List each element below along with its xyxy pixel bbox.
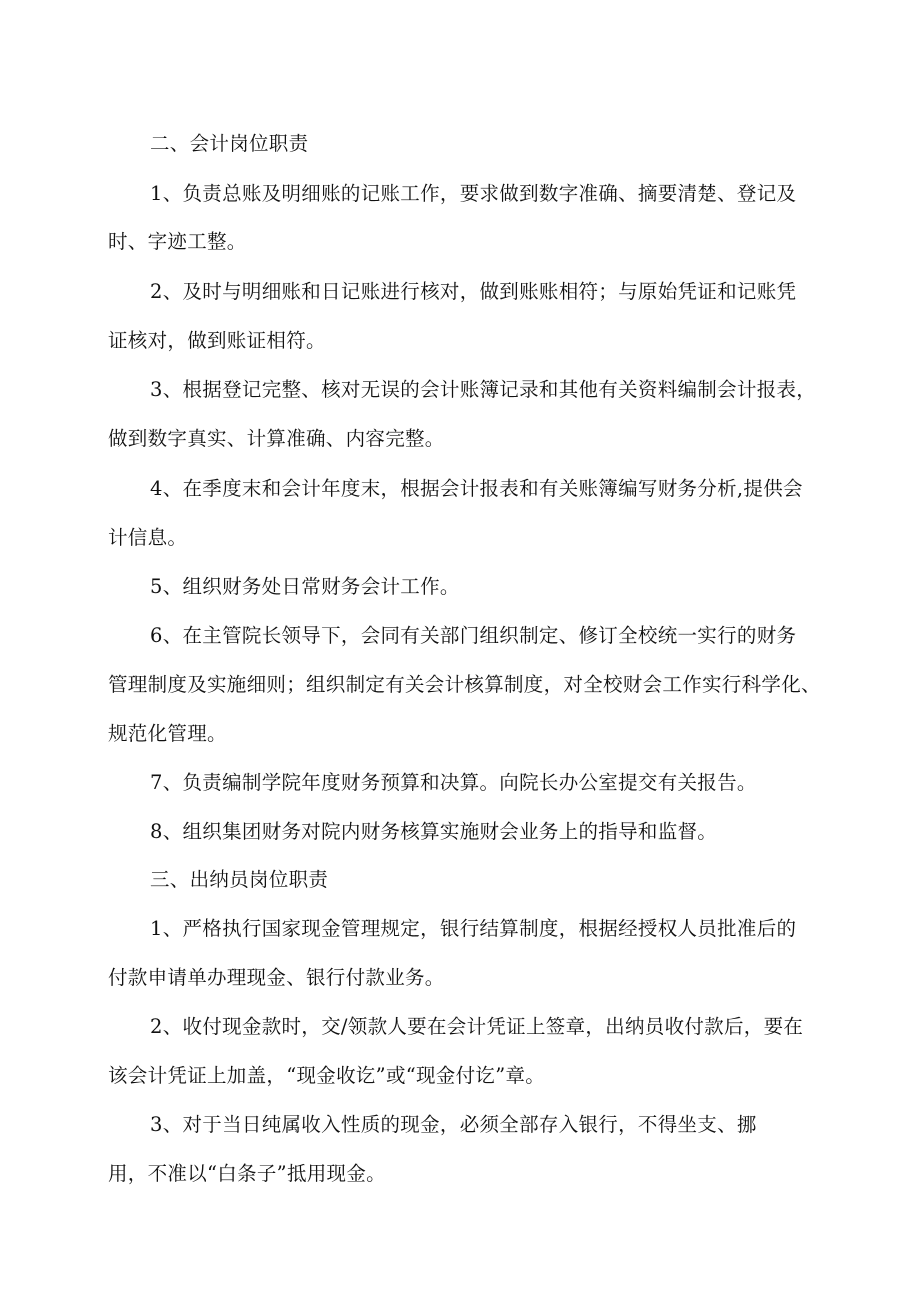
section-heading-cashier: 三、出纳员岗位职责 [150, 868, 329, 891]
paragraph-line: 8、组织集团财务对院内财务核算实施财会业务上的指导和监督。 [150, 820, 718, 843]
paragraph-line: 6、在主管院长领导下，会同有关部门组织制定、修订全校统一实行的财务 [150, 624, 797, 647]
paragraph-line: 1、负责总账及明细账的记账工作，要求做到数字准确、摘要清楚、登记及 [150, 182, 797, 205]
paragraph-line: 管理制度及实施细则；组织制定有关会计核算制度，对全校财会工作实行科学化、 [108, 673, 821, 696]
paragraph-line: 证核对，做到账证相符。 [108, 329, 326, 352]
paragraph-line: 该会计凭证上加盖，“现金收讫”或“现金付讫”章。 [108, 1064, 546, 1087]
paragraph-line: 5、组织财务处日常财务会计工作。 [150, 575, 460, 598]
paragraph-line: 3、根据登记完整、核对无误的会计账簿记录和其他有关资料编制会计报表， [150, 378, 817, 401]
paragraph-line: 1、严格执行国家现金管理规定，银行结算制度，根据经授权人员批准后的 [150, 917, 797, 940]
paragraph-line: 2、收付现金款时，交/领款人要在会计凭证上签章，出纳员收付款后，要在 [150, 1015, 804, 1038]
paragraph-line: 时、字迹工整。 [108, 230, 247, 253]
paragraph-line: 付款申请单办理现金、银行付款业务。 [108, 966, 445, 989]
paragraph-line: 做到数字真实、计算准确、内容完整。 [108, 427, 445, 450]
paragraph-line: 3、对于当日纯属收入性质的现金，必须全部存入银行，不得坐支、挪 [150, 1113, 757, 1136]
paragraph-line: 7、负责编制学院年度财务预算和决算。向院长办公室提交有关报告。 [150, 771, 757, 794]
paragraph-line: 计信息。 [108, 526, 188, 549]
section-heading-accounting: 二、会计岗位职责 [150, 132, 309, 155]
paragraph-line: 用，不准以“白条子”抵用现金。 [108, 1162, 386, 1185]
paragraph-line: 4、在季度末和会计年度末，根据会计报表和有关账簿编写财务分析,提供会 [150, 477, 803, 500]
paragraph-line: 规范化管理。 [108, 722, 227, 745]
paragraph-line: 2、及时与明细账和日记账进行核对，做到账账相符；与原始凭证和记账凭 [150, 280, 797, 303]
